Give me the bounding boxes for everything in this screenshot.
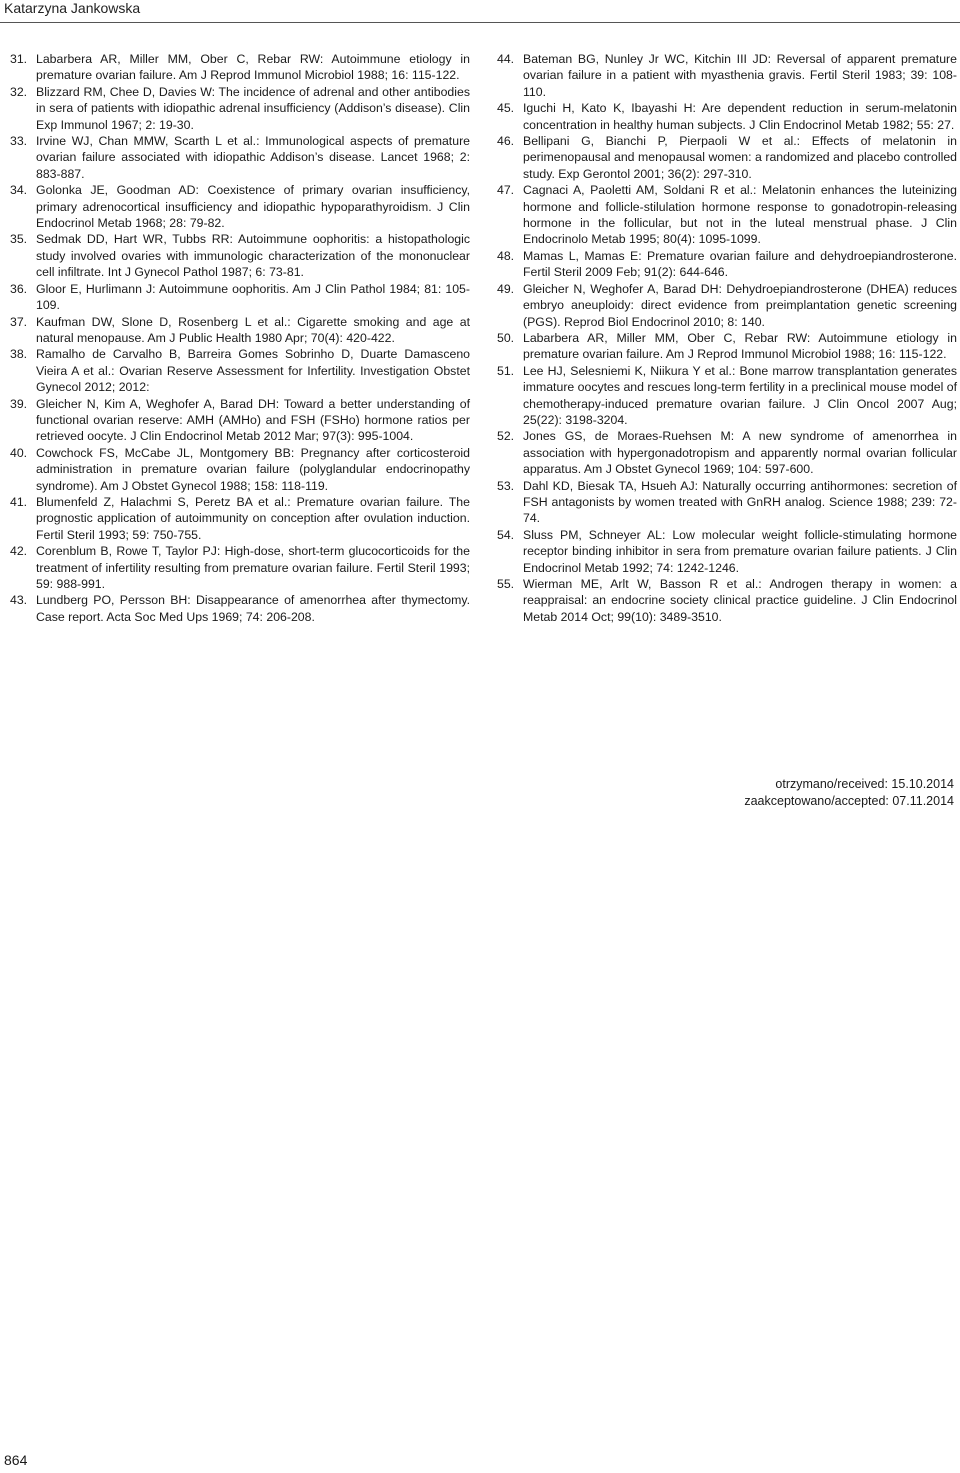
reference-text: Lee HJ, Selesniemi K, Niikura Y et al.: Bone marrow transplantation generates immature oocytes and rescues long-term fertility in a preclinical mouse model of chemotherapy-induced premature ovarian failure. J Clin Oncol 2007 Aug; 25(22): 3198-3204.	[523, 363, 957, 427]
reference-item	[497, 428, 957, 477]
reference-number: 37.	[10, 314, 28, 329]
reference-item	[10, 314, 470, 347]
reference-item	[10, 445, 470, 494]
reference-number: 32.	[10, 84, 28, 99]
reference-item	[497, 478, 957, 527]
references-right-column	[497, 51, 957, 625]
reference-number: 42.	[10, 544, 28, 559]
reference-item	[10, 494, 470, 543]
reference-number: 36.	[10, 281, 28, 296]
reference-number: 45.	[497, 101, 515, 116]
reference-text: Gloor E, Hurlimann J: Autoimmune oophoritis. Am J Clin Pathol 1984; 81: 105-109.	[36, 281, 470, 313]
reference-number: 38.	[10, 347, 28, 362]
reference-item	[497, 281, 957, 330]
reference-number: 50.	[497, 330, 515, 345]
submission-dates	[744, 776, 954, 810]
reference-number: 51.	[497, 363, 515, 378]
reference-number: 33.	[10, 134, 28, 149]
reference-text: Kaufman DW, Slone D, Rosenberg L et al.: Cigarette smoking and age at natural menopause. Am J Public Health 1980 Apr; 70(4): 420-422.	[36, 314, 470, 345]
reference-text: Cagnaci A, Paoletti AM, Soldani R et al.: Melatonin enhances the luteinizing hormone and follicle-stilulation hormone response to gonadotropin-releasing hormone in the follicular, but not in the luteal menstrual phase. J Clin Endocrinolo Metab 1995; 80(4): 1095-1099.	[523, 183, 957, 247]
reference-number: 52.	[497, 429, 515, 444]
reference-item	[497, 330, 957, 363]
reference-item	[497, 51, 957, 100]
reference-item	[10, 84, 470, 133]
reference-text: Irvine WJ, Chan MMW, Scarth L et al.: Immunological aspects of premature ovarian failure associated with idiopathic Addison’s disease. Lancet 1968; 2: 883-887.	[36, 134, 470, 181]
reference-item	[497, 576, 957, 625]
reference-item	[10, 543, 470, 592]
reference-item	[497, 363, 957, 429]
reference-text: Cowchock FS, McCabe JL, Montgomery BB: Pregnancy after corticosteroid administration in premature ovarian failure (polyglandular endocrinopathy syndrome). Am J Obstet Gynecol 1988; 158: 118-119.	[36, 445, 470, 493]
reference-text: Labarbera AR, Miller MM, Ober C, Rebar RW: Autoimmune etiology in premature ovarian failure. Am J Reprod Immunol Microbiol 1988; 16: 115-122.	[523, 330, 957, 362]
reference-item	[10, 231, 470, 280]
reference-item	[10, 133, 470, 182]
reference-number: 54.	[497, 527, 515, 542]
reference-number: 55.	[497, 577, 515, 591]
reference-number: 35.	[10, 232, 28, 247]
reference-item	[10, 592, 470, 625]
reference-number: 31.	[10, 52, 28, 66]
reference-number: 41.	[10, 494, 28, 509]
reference-item	[10, 346, 470, 395]
reference-text: Golonka JE, Goodman AD: Coexistence of primary ovarian insufficiency, primary adrenocortical insufficiency and idiopathic hypoparathyroidism. J Clin Endocrinol Metab 1968; 28: 79-82.	[36, 183, 470, 231]
reference-number: 43.	[10, 593, 28, 608]
reference-text: Sluss PM, Schneyer AL: Low molecular weight follicle-stimulating hormone receptor binding inhibitor in sera from premature ovarian failure patients. J Clin Endocrinol Metab 1992; 74: 1242-1246.	[523, 527, 957, 575]
reference-number: 39.	[10, 396, 28, 411]
reference-text: Dahl KD, Biesak TA, Hsueh AJ: Naturally occurring antihormones: secretion of FSH antagonists by women treated with GnRH analog. Science 1988; 239: 72-74.	[523, 478, 957, 526]
running-header	[0, 0, 960, 23]
reference-item	[497, 182, 957, 248]
header-author: Katarzyna Jankowska	[4, 0, 141, 16]
reference-item	[497, 527, 957, 576]
reference-number: 40.	[10, 445, 28, 460]
reference-text: Blumenfeld Z, Halachmi S, Peretz BA et al.: Premature ovarian failure. The prognostic application of autoimmunity on conception after ovulation induction. Fertil Steril 1993; 59: 750-755.	[36, 494, 470, 542]
reference-item	[10, 396, 470, 445]
reference-number: 46.	[497, 134, 515, 149]
reference-text: Blizzard RM, Chee D, Davies W: The incidence of adrenal and other antibodies in sera of patients with idiopathic adrenal insufficiency (Addison’s disease). Clin Exp Immunol 1967; 2: 19-30.	[36, 84, 470, 132]
reference-text: Bateman BG, Nunley Jr WC, Kitchin III JD: Reversal of apparent premature ovarian failure in a patient with myasthenia gravis. Fertil Steril 1983; 39: 108-110.	[523, 52, 957, 99]
page-number: 864	[4, 1452, 28, 1468]
reference-text: Iguchi H, Kato K, Ibayashi H: Are dependent reduction in serum-melatonin concentration in healthy human subjects. J Clin Endocrinol Metab 1982; 55: 27.	[523, 101, 957, 132]
reference-text: Mamas L, Mamas E: Premature ovarian failure and dehydroepiandrosterone. Fertil Steril 2009 Feb; 91(2): 644-646.	[523, 248, 957, 280]
reference-number: 44.	[497, 52, 515, 66]
reference-text: Labarbera AR, Miller MM, Ober C, Rebar RW: Autoimmune etiology in premature ovarian failure. Am J Reprod Immunol Microbiol 1988; 16: 115-122.	[36, 52, 470, 83]
reference-number: 47.	[497, 183, 515, 198]
reference-text: Ramalho de Carvalho B, Barreira Gomes Sobrinho D, Duarte Damasceno Vieira A et al.: Ovarian Reserve Assessment for Infertility. Investigation Obstet Gynecol 2012; 2012:	[36, 347, 470, 395]
received-date: otrzymano/received: 15.10.2014	[775, 777, 954, 791]
reference-text: Wierman ME, Arlt W, Basson R et al.: Androgen therapy in women: a reappraisal: an endocrine society clinical practice guideline. J Clin Endocrinol Metab 2014 Oct; 99(10): 3489-3510.	[523, 577, 957, 624]
reference-text: Bellipani G, Bianchi P, Pierpaoli W et al.: Effects of melatonin in perimenopausal and menopausal women: a randomized and placebo controlled study. Exp Gerontol 2001; 36(2): 297-310.	[523, 134, 957, 181]
reference-item	[10, 182, 470, 231]
reference-text: Corenblum B, Rowe T, Taylor PJ: High-dose, short-term glucocorticoids for the treatment of infertility resulting from premature ovarian failure. Fertil Steril 1993; 59: 988-991.	[36, 544, 470, 591]
reference-item	[10, 281, 470, 314]
reference-number: 53.	[497, 478, 515, 493]
reference-text: Lundberg PO, Persson BH: Disappearance of amenorrhea after thymectomy. Case report. Acta Soc Med Ups 1969; 74: 206-208.	[36, 593, 470, 624]
reference-number: 48.	[497, 248, 515, 263]
reference-text: Jones GS, de Moraes-Ruehsen M: A new syndrome of amenorrhea in association with hypergonadotropism and apparently normal ovarian follicular apparatus. Am J Obstet Gynecol 1969; 104: 597-600.	[523, 429, 957, 477]
reference-item	[497, 248, 957, 281]
reference-number: 49.	[497, 281, 515, 296]
accepted-date: zaakceptowano/accepted: 07.11.2014	[744, 794, 954, 808]
reference-item	[10, 51, 470, 84]
reference-text: Sedmak DD, Hart WR, Tubbs RR: Autoimmune oophoritis: a histopathologic study involved ovaries with immunologic characterization of the mononuclear cell infiltrate. Int J Gynecol Pathol 1987; 6: 73-81.	[36, 232, 470, 280]
reference-item	[497, 100, 957, 133]
references-left-column	[10, 51, 470, 625]
reference-item	[497, 133, 957, 182]
reference-text: Gleicher N, Weghofer A, Barad DH: Dehydroepiandrosterone (DHEA) reduces embryo aneuploidy: direct evidence from preimplantation genetic screening (PGS). Reprod Biol Endocrinol 2010; 8: 140.	[523, 281, 957, 329]
reference-text: Gleicher N, Kim A, Weghofer A, Barad DH: Toward a better understanding of functional ovarian reserve: AMH (AMHo) and FSH (FSHo) hormone ratios per retrieved oocyte. J Clin Endocrinol Metab 2012 Mar; 97(3): 995-1004.	[36, 396, 470, 444]
reference-number: 34.	[10, 183, 28, 198]
